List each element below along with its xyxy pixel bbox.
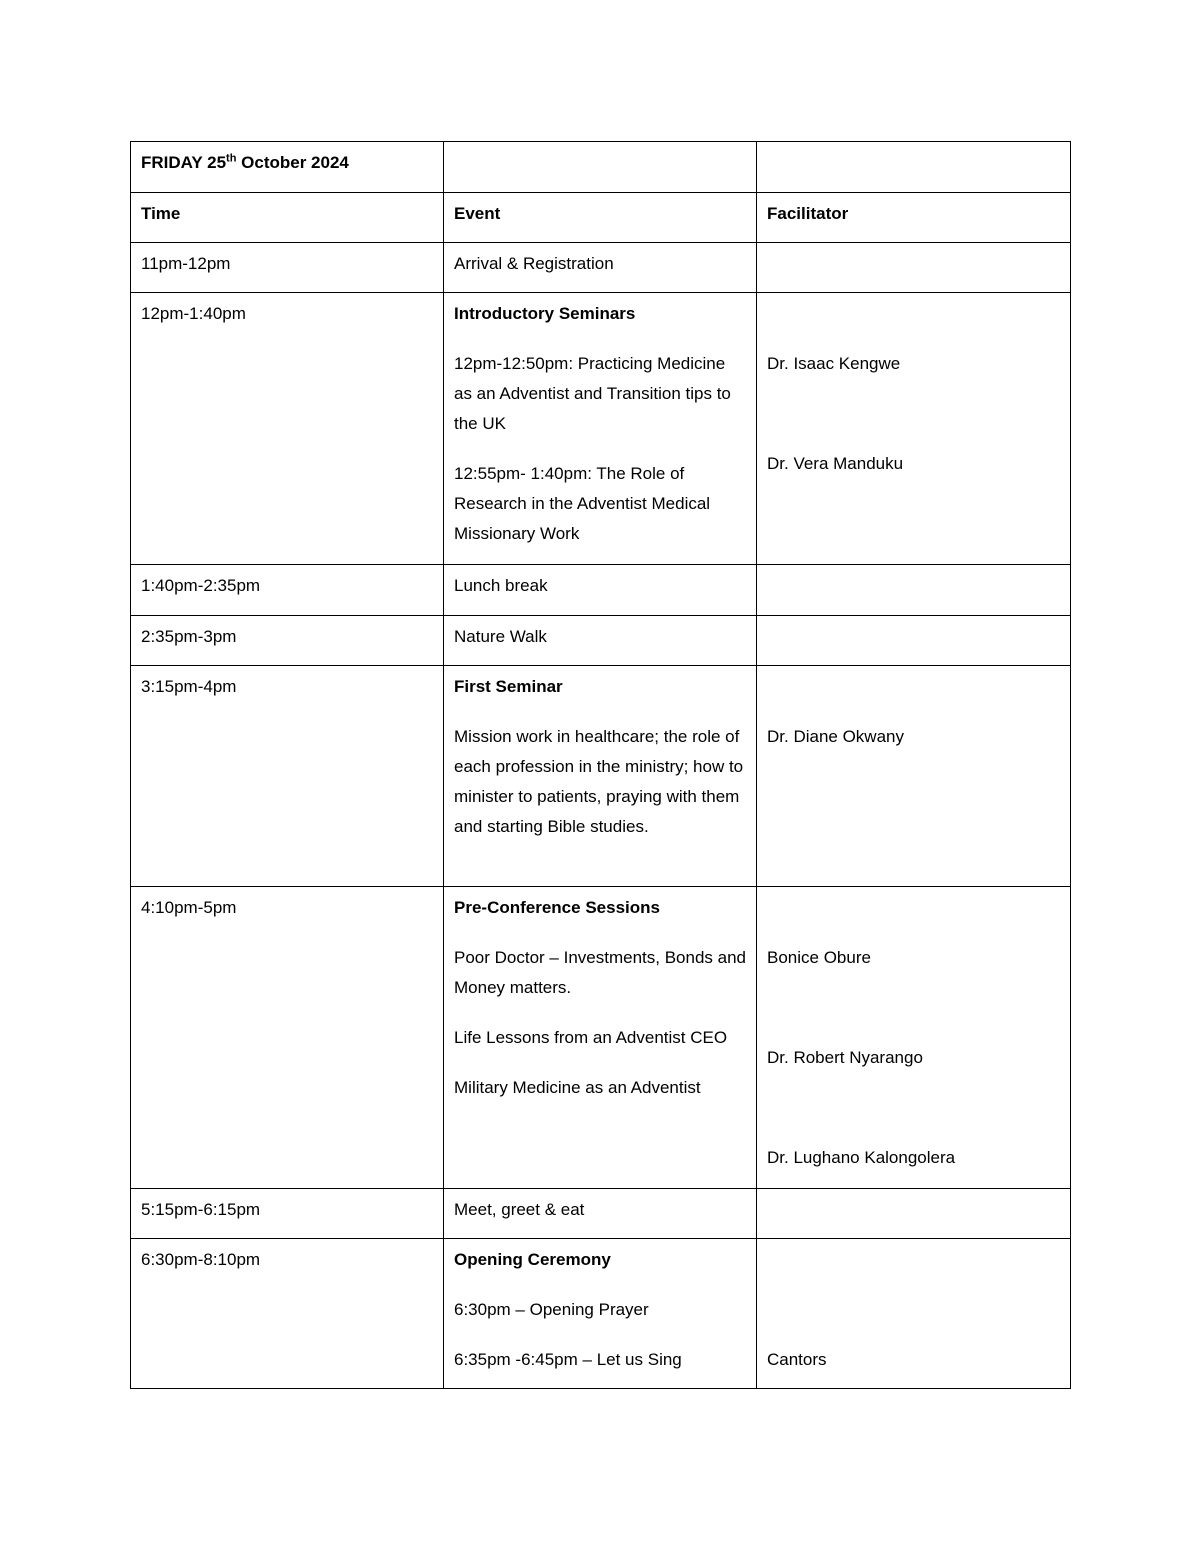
event-header: Event	[444, 193, 757, 243]
facilitator-cell	[757, 293, 1071, 565]
event-cell: Lunch break	[444, 565, 757, 616]
time-cell: 12pm-1:40pm	[131, 293, 444, 565]
date-title	[141, 153, 349, 172]
event-cell: Arrival & Registration	[444, 243, 757, 293]
facilitator-cell	[757, 1189, 1071, 1239]
event-cell: Nature Walk	[444, 616, 757, 666]
session-heading: First Seminar	[454, 677, 563, 696]
facilitator-name: Dr. Lughano Kalongolera	[767, 1148, 956, 1167]
time-cell: 11pm-12pm	[131, 243, 444, 293]
facilitator-header: Facilitator	[757, 193, 1071, 243]
time-cell: 4:10pm-5pm	[131, 887, 444, 1189]
time-header: Time	[131, 193, 444, 243]
date-title-day: FRIDAY 25	[141, 153, 227, 172]
event-cell	[444, 293, 757, 565]
event-cell: Meet, greet & eat	[444, 1189, 757, 1239]
facilitator-cell	[757, 616, 1071, 666]
schedule-table	[130, 141, 1071, 1389]
time-cell: 3:15pm-4pm	[131, 666, 444, 887]
empty-cell	[757, 142, 1071, 193]
facilitator-cell	[757, 666, 1071, 887]
table-row	[131, 293, 1071, 565]
date-title-cell	[131, 142, 444, 193]
table-row	[131, 243, 1071, 293]
session-item: Life Lessons from an Adventist CEO	[454, 1028, 728, 1047]
facilitator-cell	[757, 243, 1071, 293]
facilitator-cell	[757, 565, 1071, 616]
date-title-rest: October 2024	[236, 153, 349, 172]
event-cell	[444, 1239, 757, 1389]
session-item: Mission work in healthcare; the role of each profession in the ministry; how to minister to patients, praying with them and starting Bible studies.	[454, 727, 744, 836]
table-row	[131, 565, 1071, 616]
table-row	[131, 887, 1071, 1189]
time-cell: 2:35pm-3pm	[131, 616, 444, 666]
event-cell	[444, 666, 757, 887]
facilitator-name: Bonice Obure	[767, 948, 871, 967]
session-item: 12:55pm- 1:40pm: The Role of Research in the Adventist Medical Missionary Work	[454, 464, 711, 543]
session-heading: Pre-Conference Sessions	[454, 898, 660, 917]
table-row	[131, 1239, 1071, 1389]
date-title-suffix: th	[226, 152, 237, 165]
session-item: 6:30pm – Opening Prayer	[454, 1300, 649, 1319]
time-cell: 5:15pm-6:15pm	[131, 1189, 444, 1239]
facilitator-name: Dr. Robert Nyarango	[767, 1048, 923, 1067]
session-item: 12pm-12:50pm: Practicing Medicine as an Adventist and Transition tips to the UK	[454, 354, 731, 433]
empty-cell	[444, 142, 757, 193]
title-row	[131, 142, 1071, 193]
facilitator-name: Cantors	[767, 1350, 827, 1369]
session-item: Military Medicine as an Adventist	[454, 1078, 701, 1097]
facilitator-name: Dr. Isaac Kengwe	[767, 354, 901, 373]
time-cell: 6:30pm-8:10pm	[131, 1239, 444, 1389]
session-heading: Opening Ceremony	[454, 1250, 611, 1269]
event-cell	[444, 887, 757, 1189]
session-heading: Introductory Seminars	[454, 304, 636, 323]
header-row	[131, 193, 1071, 243]
table-row	[131, 616, 1071, 666]
table-row	[131, 666, 1071, 887]
time-cell: 1:40pm-2:35pm	[131, 565, 444, 616]
facilitator-name: Dr. Diane Okwany	[767, 727, 904, 746]
session-item: Poor Doctor – Investments, Bonds and Money matters.	[454, 948, 746, 997]
facilitator-cell	[757, 1239, 1071, 1389]
table-row	[131, 1189, 1071, 1239]
facilitator-cell	[757, 887, 1071, 1189]
facilitator-name: Dr. Vera Manduku	[767, 454, 904, 473]
session-item: 6:35pm -6:45pm – Let us Sing	[454, 1350, 682, 1369]
